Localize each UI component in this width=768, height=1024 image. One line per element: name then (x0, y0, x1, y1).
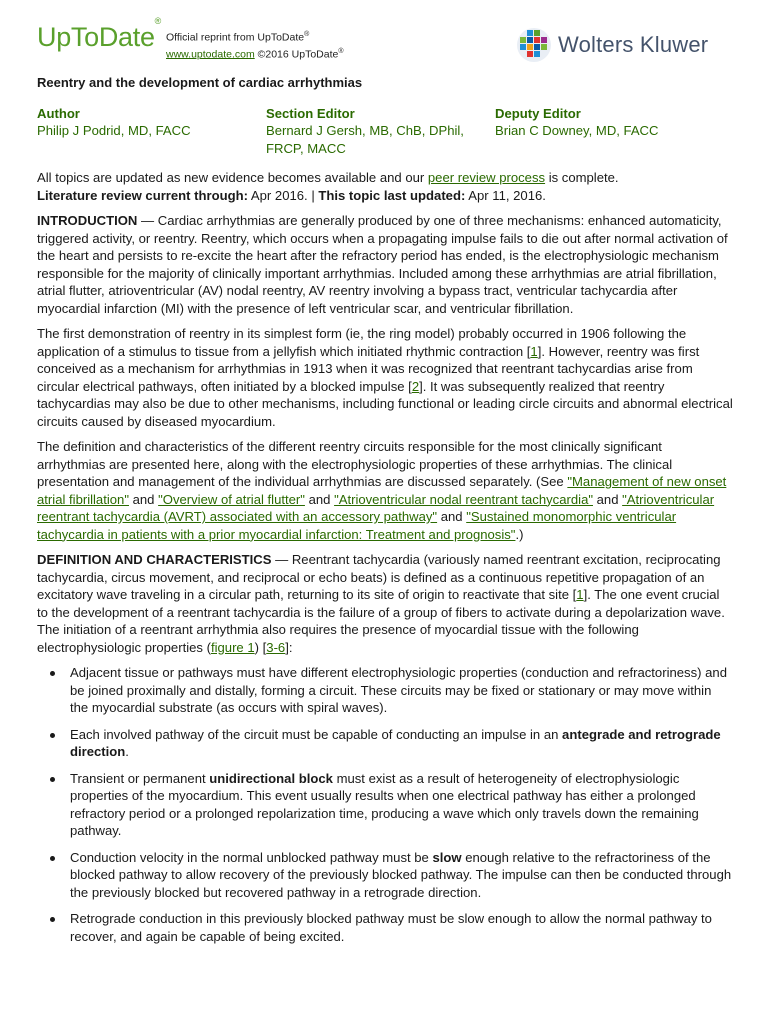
reference-link[interactable]: 2 (411, 378, 420, 394)
credit-name[interactable]: Bernard J Gersh, MB, ChB, DPhil, FRCP, MACC (266, 123, 464, 156)
list-item-text: Conduction velocity in the normal unblocked pathway must be (70, 849, 433, 865)
paragraph-text: ) [ (254, 639, 267, 655)
uptodate-website-link[interactable]: www.uptodate.com (166, 48, 255, 60)
list-item (37, 664, 733, 717)
paragraph-text: and (437, 509, 467, 524)
topic-link-atrial-fibrillation[interactable]: "Management of new onset atrial fibrillation" (37, 474, 727, 507)
paragraph-text: ]. The one event crucial to the development of a reentrant tachycardia is the failure of a group of fibers to activate during a depolarization wave. The initiation of a reentrant arrhythmia also requires the presence of myocardial tissue with the following electrophysiologic properties ( (37, 587, 725, 655)
related-topics-paragraph (37, 438, 733, 543)
credits (37, 105, 733, 158)
bullet-icon (50, 733, 55, 738)
paragraph-text: The definition and characteristics of the different reentry circuits responsible for the most clinically significant arrhythmias are presented here, along with the electrophysiologic properties of these arrhythmias. The clinical presentation and management of the individual arrhythmias are discussed separately. (See (37, 439, 673, 489)
properties-list (37, 664, 733, 945)
list-item-text: Retrograde conduction in this previously blocked pathway must be slow enough to allow the normal pathway to recover, and again be capable of being excited. (70, 911, 712, 944)
reprint-registered-mark: ® (304, 31, 310, 38)
credit-deputy-editor (495, 105, 724, 158)
topic-link-avnrt[interactable]: "Atrioventricular nodal reentrant tachycardia" (334, 491, 593, 507)
reference-link[interactable]: 3-6 (266, 639, 286, 655)
list-item (37, 849, 733, 902)
list-item-text-end: . (125, 744, 129, 759)
figure-link[interactable]: figure 1 (210, 639, 255, 655)
wolters-kluwer-text: Wolters Kluwer (558, 32, 709, 57)
list-item-emphasis: unidirectional block (209, 770, 333, 786)
review-date: Apr 2016. | (248, 187, 319, 203)
reference-link[interactable]: 1 (576, 587, 584, 602)
reprint-line-2 (166, 45, 344, 62)
paragraph-text: ]. It was subsequently realized that reentry tachycardias may also be due to other mechanisms, including functional or leading circle circuits and abnormal electrical circuits caused by diseased myocardium. (37, 378, 733, 429)
list-item (37, 770, 733, 840)
bullet-icon (50, 777, 55, 782)
reprint-text: Official reprint from UpToDate (166, 31, 305, 44)
credit-name[interactable]: Brian C Downey, MD, FACC (495, 123, 659, 138)
topic-link-atrial-flutter[interactable]: "Overview of atrial flutter" (158, 491, 305, 507)
list-item-emphasis: antegrade and retrograde direction (70, 726, 721, 759)
update-note-end: is complete. (545, 170, 619, 185)
introduction-text: — Cardiac arrhythmias are generally produced by one of three mechanisms: enhanced automaticity, triggered activity, or reentry. Reentry, which occurs when a propagating impulse fails to die out after normal activation of the heart and persists to re-excite the heart after the refractory period has ended, is the electrophysiologic mechanism responsible for the majority of clinically important arrhythmias. Included among these arrhythmias are atrial fibrillation, atrial flutter, atrioventricular (AV) nodal reentry, AV reentry involving a bypass tract, ventricular tachycardia after myocardial infarction (MI) with the presence of left ventricular scar, and ventricular fibrillation. (37, 213, 728, 316)
reference-link[interactable]: 1 (530, 343, 538, 359)
review-dates (37, 187, 733, 205)
review-label: Literature review current through: (37, 187, 248, 203)
list-item-text-end: must exist as a result of heterogeneity of electrophysiologic properties of the myocardium. This event usually results when one electrical pathway has either a prolonged refractory period or a prolonged repolarization time, producing a wave which only travels down the remaining pathway. (70, 770, 699, 838)
updated-date: Apr 11, 2016. (465, 187, 546, 203)
paragraph-text: and (304, 491, 335, 507)
copyright-registered-mark: ® (338, 47, 344, 55)
reprint-notice (166, 28, 344, 61)
paragraph-text: ]: (285, 639, 293, 655)
wolters-kluwer-globe-icon (516, 27, 552, 63)
update-note-text: All topics are updated as new evidence becomes available and our (37, 170, 428, 185)
paragraph-text: ]. However, reentry was first conceived as a mechanism for arrhythmias in 1913 when it was recognized that reentrant tachycardias arise from circular electrical pathways, often initiated by a blocked impulse [ (37, 343, 700, 394)
reentry-history-paragraph (37, 325, 733, 430)
list-item-text: Each involved pathway of the circuit must be capable of conducting an impulse in an (70, 726, 563, 742)
bullet-icon (50, 856, 55, 861)
paragraph-text: and (593, 491, 623, 507)
paragraph-text: and (128, 491, 159, 507)
introduction-paragraph (37, 212, 733, 317)
wolters-kluwer-logo[interactable] (516, 27, 731, 65)
paragraph-text: — Reentrant tachycardia (variously named reentrant excitation, reciprocating tachycardia, circus movement, and reciprocal or echo beats) is defined as a continuous repetitive propagation of an excitatory wave traveling in a circular path, returning to its site of origin to reactivate that site [ (37, 552, 721, 602)
updated-label: This topic last updated: (318, 187, 466, 203)
paragraph-text: .) (515, 526, 524, 542)
credit-section-editor (266, 105, 495, 158)
paragraph-text: The first demonstration of reentry in its simplest form (ie, the ring model) probably occurred in 1906 following the application of a stimulus to tissue from a jellyfish which initiated rhythmic contraction [ (37, 326, 687, 359)
list-item (37, 726, 733, 761)
uptodate-logo[interactable] (37, 16, 162, 52)
peer-review-link[interactable]: peer review process (427, 170, 546, 185)
list-item-text-end: enough relative to the refractoriness of the blocked pathway to allow recovery of the previously blocked pathway. The impulse can then be conducted through the previously blocked but recovered pathway in a retrograde direction. (70, 849, 732, 900)
credit-name[interactable]: Philip J Podrid, MD, FACC (37, 123, 191, 138)
topic-link-ventricular-tachycardia[interactable]: "Sustained monomorphic ventricular tachycardia in patients with a prior myocardial infarction: Treatment and prognosis" (37, 509, 677, 542)
uptodate-registered-mark: ® (154, 16, 162, 26)
uptodate-logo-text: UpToDate (37, 22, 155, 52)
definition-heading: DEFINITION AND CHARACTERISTICS (37, 552, 272, 567)
bullet-icon (50, 671, 55, 676)
list-item-text: Transient or permanent (70, 770, 210, 786)
list-item-emphasis: slow (432, 849, 462, 865)
introduction-heading: INTRODUCTION (37, 213, 138, 228)
bullet-icon (50, 917, 55, 922)
article (37, 72, 733, 954)
copyright-text: ©2016 UpToDate (254, 48, 339, 60)
credit-author (37, 105, 266, 158)
credit-role: Deputy Editor (495, 105, 581, 121)
reprint-line (166, 28, 344, 45)
update-note (37, 169, 733, 187)
list-item (37, 910, 733, 945)
list-item-text: Adjacent tissue or pathways must have different electrophysiologic properties (conduction and refractoriness) and be joined proximally and distally, forming a circuit. These circuits may be fixed or stationary or may move within the myocardial substrate (as occurs with spiral waves). (70, 665, 727, 715)
article-title: Reentry and the development of cardiac arrhythmias (37, 75, 363, 90)
header (0, 0, 768, 70)
credit-role: Author (37, 105, 80, 121)
topic-link-avrt[interactable]: "Atrioventricular reentrant tachycardia (AVRT) associated with an accessory pathway" (37, 491, 715, 524)
credit-role: Section Editor (266, 105, 355, 121)
definition-paragraph (37, 551, 733, 656)
